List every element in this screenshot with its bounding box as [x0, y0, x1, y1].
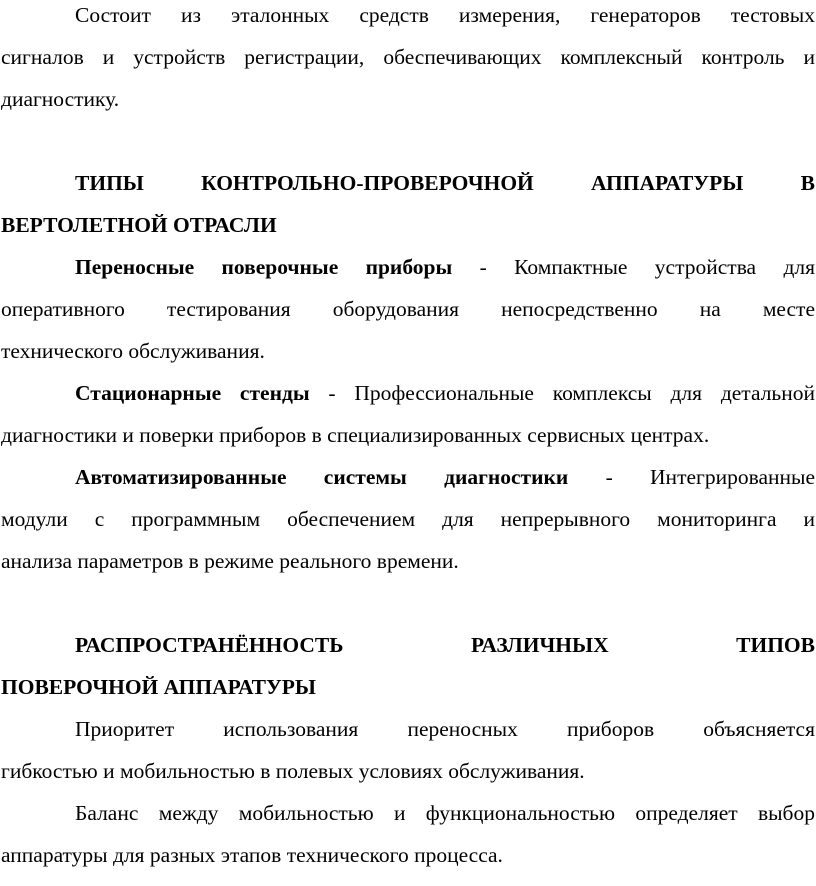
spacer — [1, 582, 815, 624]
section-2-heading — [1, 624, 815, 708]
section-2-heading-line-2: ПОВЕРОЧНОЙ АППАРАТУРЫ — [1, 675, 316, 699]
section-2-paragraph-2-line-1: Баланс между мобильностью и функциональностью определяет выбор — [75, 801, 815, 825]
item-automated-term: Автоматизированные системы диагностики — [75, 465, 569, 489]
item-portable-sep: - — [452, 255, 515, 279]
item-automated — [1, 456, 815, 582]
item-stationary-term: Стационарные стенды — [75, 381, 310, 405]
intro-line-2: сигналов и устройств регистрации, обеспечивающих комплексный контроль и — [1, 45, 815, 69]
item-automated-line-1 — [1, 456, 815, 498]
item-stationary-desc-start: Профессиональные комплексы для детальной — [354, 381, 815, 405]
item-automated-line-3: анализа параметров в режиме реального времени. — [1, 549, 459, 573]
item-stationary-line-1 — [1, 372, 815, 414]
item-portable — [1, 246, 815, 372]
item-portable-line-2: оперативного тестирования оборудования непосредственно на месте — [1, 297, 815, 321]
section-2-paragraph-2 — [1, 792, 815, 876]
section-2-paragraph-1 — [1, 708, 815, 792]
item-automated-desc-start: Интегрированные — [650, 465, 815, 489]
intro-paragraph — [1, 0, 815, 120]
section-2-paragraph-2-line-2: аппаратуры для разных этапов технического процесса. — [1, 843, 503, 867]
item-portable-desc-start: Компактные устройства для — [514, 255, 815, 279]
intro-line-1: Состоит из эталонных средств измерения, генераторов тестовых — [75, 3, 815, 27]
item-stationary — [1, 372, 815, 456]
section-2-paragraph-1-line-1: Приоритет использования переносных приборов объясняется — [75, 717, 815, 741]
section-1-heading — [1, 162, 815, 246]
item-stationary-sep: - — [309, 381, 355, 405]
item-portable-line-1 — [1, 246, 815, 288]
section-2-heading-line-1: РАСПРОСТРАНЁННОСТЬ РАЗЛИЧНЫХ ТИПОВ — [75, 633, 815, 657]
item-automated-sep: - — [568, 465, 651, 489]
item-portable-term: Переносные поверочные приборы — [75, 255, 453, 279]
item-automated-line-2: модули с программным обеспечением для непрерывного мониторинга и — [1, 507, 815, 531]
spacer — [1, 120, 815, 162]
section-1-heading-line-2: ВЕРТОЛЕТНОЙ ОТРАСЛИ — [1, 213, 277, 237]
intro-line-3: диагностику. — [1, 87, 120, 111]
section-2-paragraph-1-line-2: гибкостью и мобильностью в полевых условиях обслуживания. — [1, 759, 585, 783]
item-portable-line-3: технического обслуживания. — [1, 339, 265, 363]
item-stationary-line-2: диагностики и поверки приборов в специализированных сервисных центрах. — [1, 423, 710, 447]
section-1-heading-line-1: ТИПЫ КОНТРОЛЬНО-ПРОВЕРОЧНОЙ АППАРАТУРЫ В — [75, 171, 815, 195]
